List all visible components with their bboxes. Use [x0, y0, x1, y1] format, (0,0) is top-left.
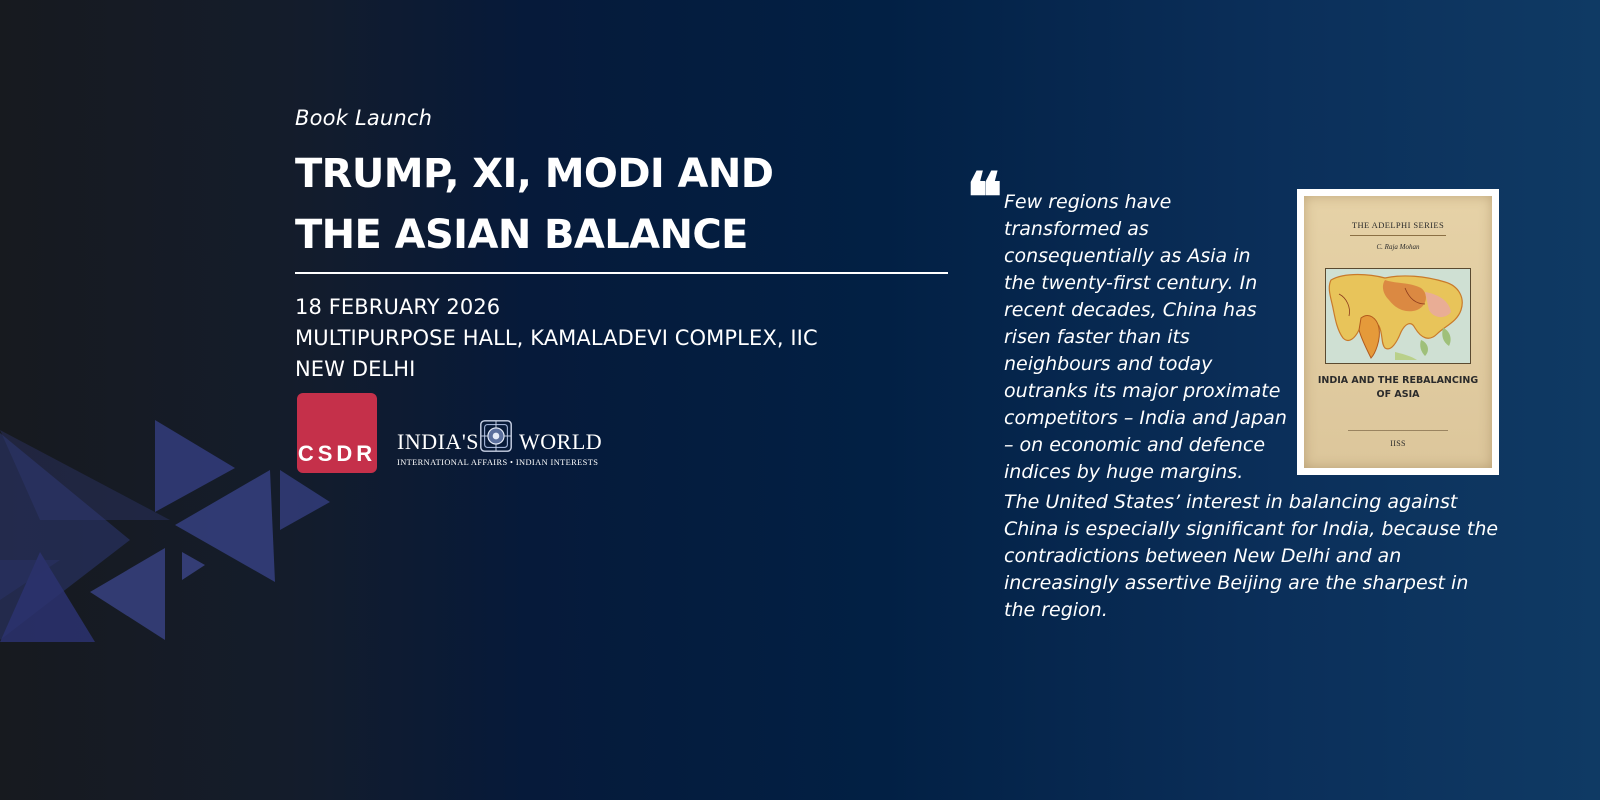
indias-world-logo-right: WORLD [519, 429, 603, 454]
quote-paragraph-2: The United States’ interest in balancing against China is especially significant for India, because the contradictions between New Delhi and an increasingly assertive Beijing are the sharpest in the region. [1004, 491, 1499, 621]
book-cover [1304, 196, 1492, 468]
indias-world-tagline: INTERNATIONAL AFFAIRS • INDIAN INTERESTS [397, 458, 599, 467]
event-info [295, 106, 955, 385]
event-title-line-2: THE ASIAN BALANCE [295, 212, 748, 258]
book-cover-frame [1297, 189, 1499, 475]
book-series: THE ADELPHI SERIES [1351, 220, 1445, 230]
event-title [295, 144, 955, 266]
event-venue: MULTIPURPOSE HALL, KAMALADEVI COMPLEX, IIC [295, 326, 818, 350]
event-title-line-1: TRUMP, XI, MODI AND [295, 151, 774, 197]
event-city: NEW DELHI [295, 357, 416, 381]
indias-world-emblem-icon [477, 417, 515, 455]
event-type-label: Book Launch [295, 106, 433, 130]
partner-logos [297, 393, 603, 479]
title-underline [295, 272, 948, 274]
csdr-logo [297, 393, 377, 473]
csdr-logo-text: CSDR [297, 441, 377, 466]
event-date: 18 FEBRUARY 2026 [295, 295, 501, 319]
book-series-rule [1350, 235, 1446, 236]
book-author: C. Raja Mohan [1376, 243, 1420, 251]
event-details [295, 292, 955, 385]
book-rule [1348, 430, 1448, 431]
book-title: INDIA AND THE REBALANCING OF ASIA [1317, 375, 1479, 400]
asia-map-illustration [1325, 268, 1471, 364]
indias-world-logo [397, 423, 603, 479]
quote-mark-icon: ❝ [966, 160, 1003, 236]
indias-world-logo-left: INDIA'S [397, 429, 480, 454]
quote-paragraph-1: Few regions have transformed as consequentially as Asia in the twenty-first century. In recent decades, China has risen faster than its neighbours and today outranks its major proximate competitors – India and Japan – on economic and defence indices by huge margins. [1004, 191, 1287, 483]
book-publisher: IISS [1390, 439, 1406, 448]
